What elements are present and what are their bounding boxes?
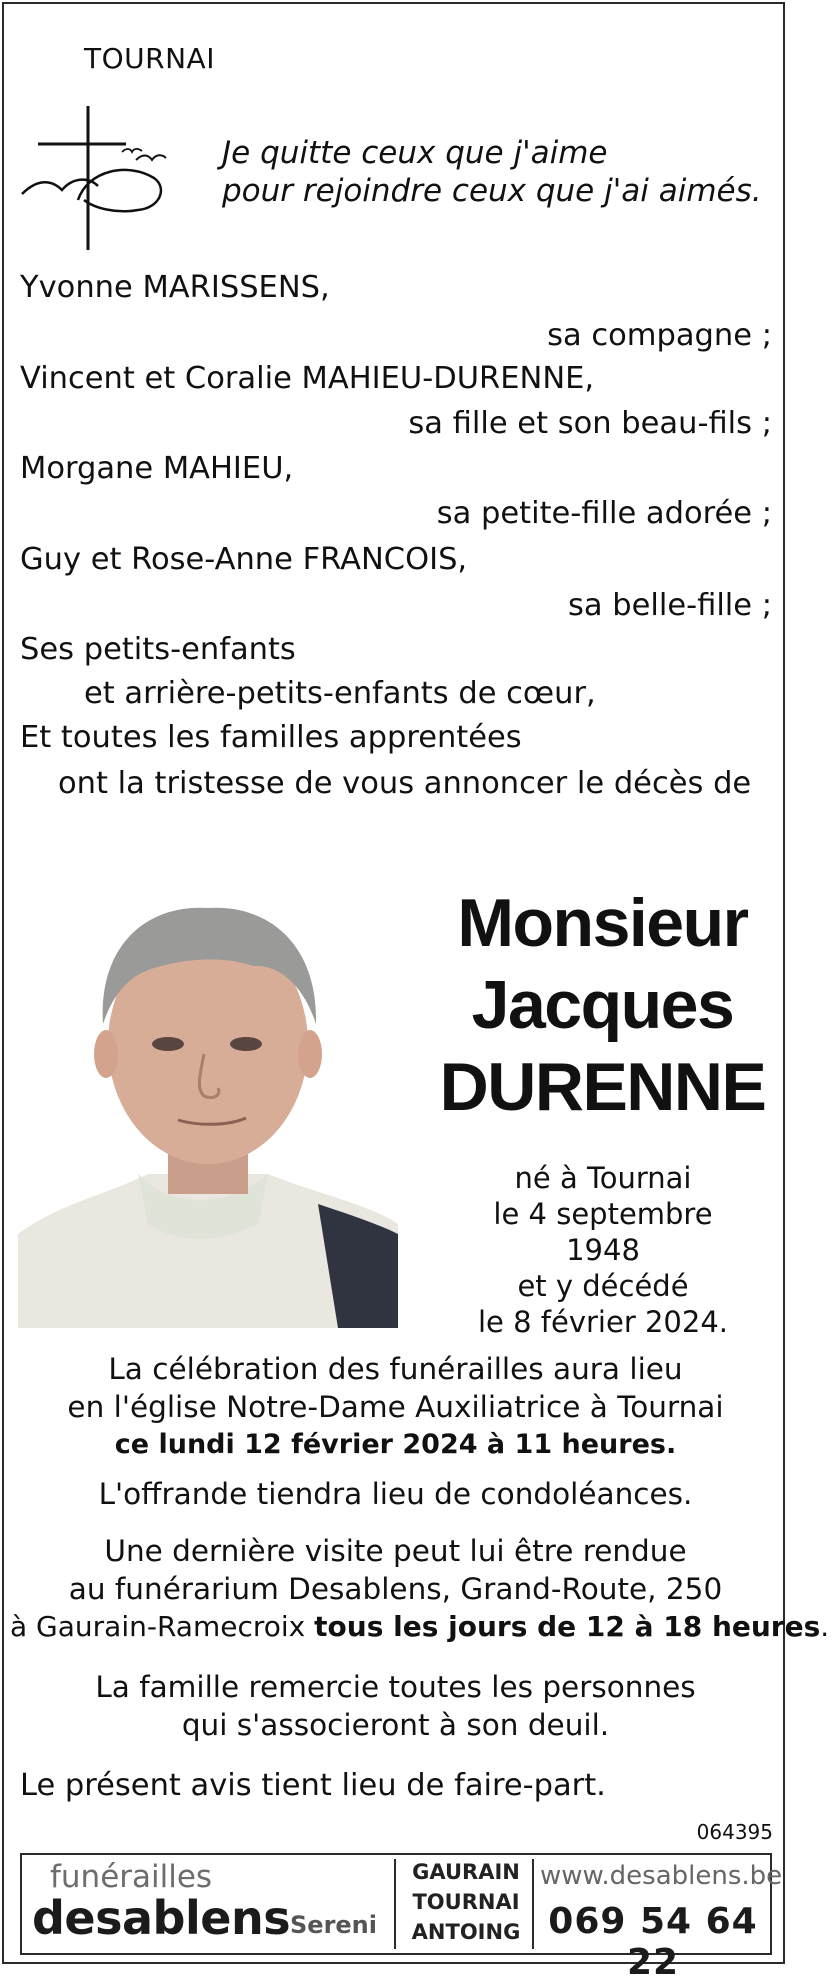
visit-line: au funérarium Desablens, Grand-Route, 250 [68,1572,723,1606]
visit-line: Une dernière visite peut lui être rendue [104,1534,687,1568]
family-relation: sa fille et son beau-fils ; [408,406,772,441]
family-relation: sa petite-fille adorée ; [436,496,772,531]
visit-line [10,1608,830,1646]
family-member: Yvonne MARISSENS, [20,270,330,305]
death-date: le 8 février 2024. [478,1305,728,1339]
visit-hours: tous les jours de 12 à 18 heures [314,1610,821,1643]
footer-city: TOURNAI [412,1890,520,1914]
life-dates [468,1160,738,1340]
deceased-title: Monsieur [457,885,748,961]
deceased-name [420,882,785,1128]
notice-statement: Le présent avis tient lieu de faire-part. [20,1768,606,1803]
brand-top: funérailles [50,1859,213,1895]
quote-line: Je quitte ceux que j'aime [222,135,608,171]
footer-city: ANTOING [411,1920,521,1944]
family-member: Morgane MAHIEU, [20,451,294,486]
funeral-home-footer [20,1853,783,1983]
quote-line: pour rejoindre ceux que j'ai aimés. [222,173,762,209]
epitaph-quote [222,134,762,210]
family-member: et arrière-petits-enfants de cœur, [84,676,596,711]
birth-place: né à Tournai [514,1161,692,1195]
offering-note: L'offrande tiendra lieu de condoléances. [98,1477,693,1511]
family-member: Ses petits-enfants [20,632,296,667]
family-relation: sa belle-fille ; [567,588,772,623]
footer-divider [394,1859,396,1949]
family-member: Et toutes les familles apprentées [20,720,522,755]
family-member: Vincent et Coralie MAHIEU-DURENNE, [20,361,595,396]
ceremony-datetime: ce lundi 12 février 2024 à 11 heures. [114,1429,677,1460]
ceremony-line: en l'église Notre-Dame Auxiliatrice à Tournai [67,1390,724,1424]
footer-website[interactable]: www.desablens.be [540,1861,783,1891]
thanks-line: qui s'associeront à son deuil. [181,1708,610,1742]
cross-bird-emblem-icon [18,104,178,254]
brand-sub: Sereni [290,1911,377,1939]
birth-date: le 4 septembre 1948 [493,1197,713,1267]
ceremony-line: La célébration des funérailles aura lieu [108,1352,683,1386]
visit-period: . [820,1610,830,1643]
family-relation: sa compagne ; [547,318,772,353]
family-member: Guy et Rose-Anne FRANCOIS, [20,542,468,577]
thanks-line: La famille remercie toutes les personnes [95,1670,696,1704]
announcement-line: ont la tristesse de vous annoncer le décès de [58,766,752,801]
footer-cities [404,1857,528,1947]
brand-logo: desablens [32,1891,291,1945]
deceased-last-name: DURENNE [439,1049,766,1125]
reference-number: 064395 [696,1820,773,1844]
header-city: TOURNAI [84,42,215,75]
footer-phone[interactable]: 069 54 64 22 [548,1901,758,1983]
deceased-first-name: Jacques [471,967,734,1043]
death-place: et y décédé [517,1269,689,1303]
visit-place: à Gaurain-Ramecroix [10,1610,315,1643]
deceased-portrait [18,874,398,1328]
footer-divider [532,1859,534,1949]
footer-city: GAURAIN [412,1860,520,1884]
